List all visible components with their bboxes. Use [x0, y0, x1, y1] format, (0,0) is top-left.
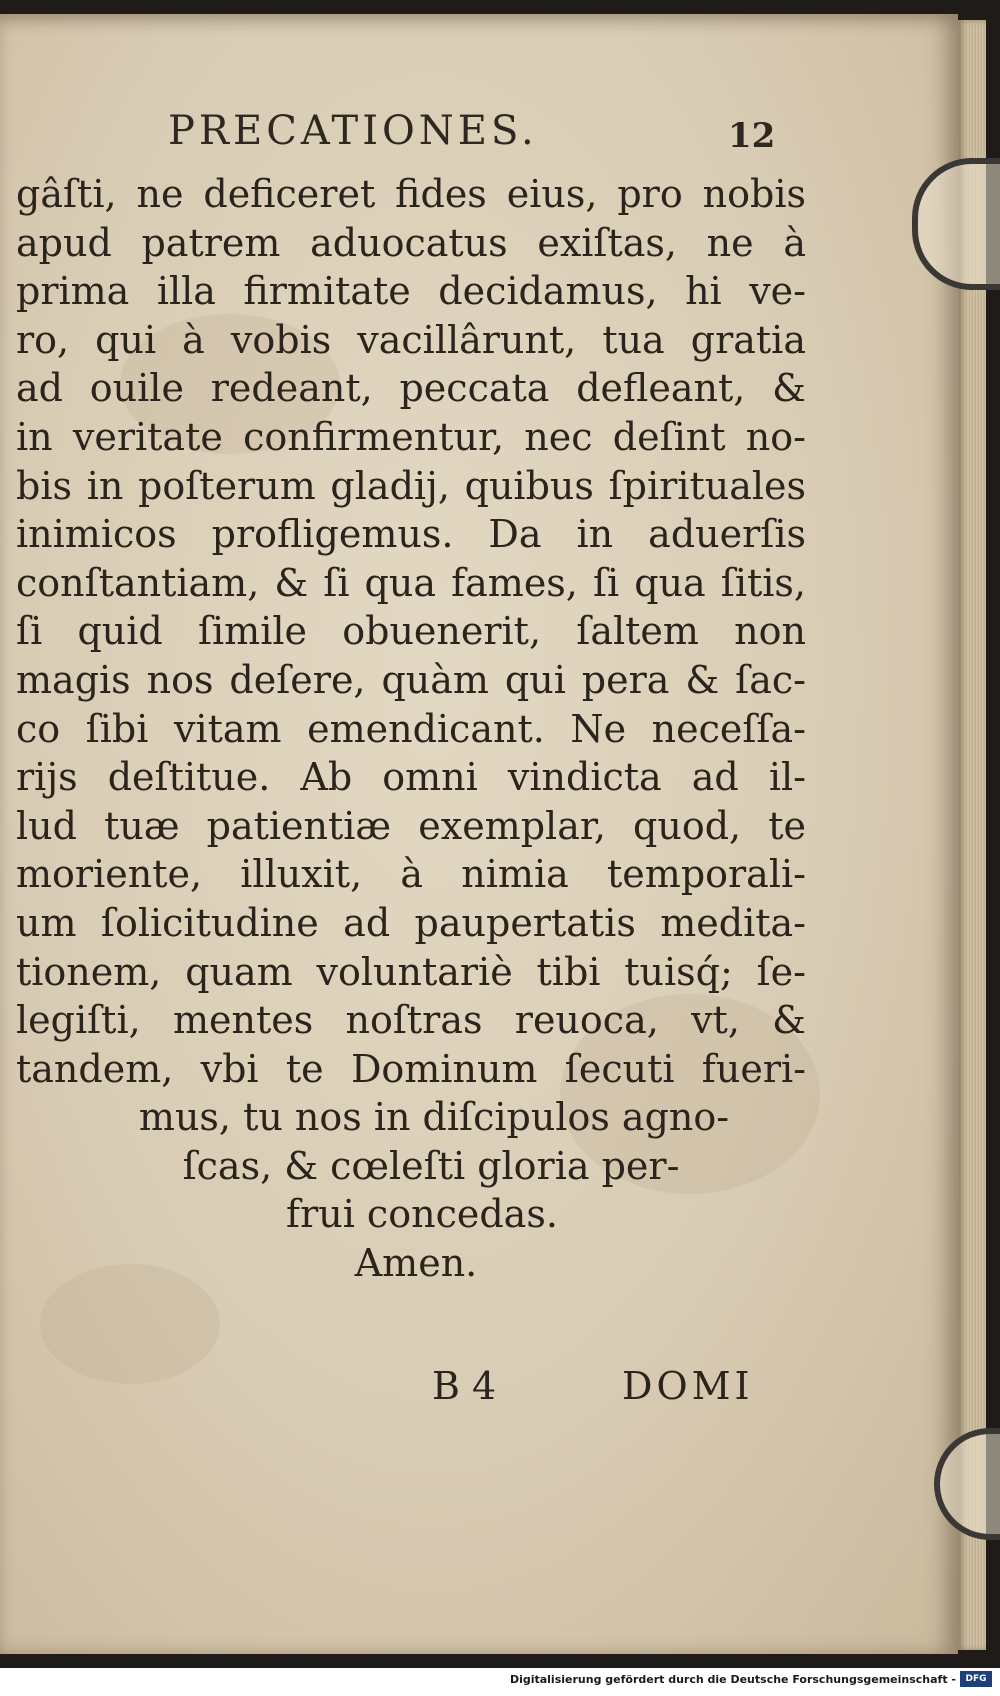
text-line: tionem, quam voluntariè tibi tuisq́; ſe- — [16, 949, 806, 994]
text-line: inimicos profligemus. Da in aduerſis — [16, 512, 806, 557]
closing-line: frui concedas. — [286, 1192, 558, 1237]
running-header: PRECATIONES. — [168, 108, 538, 154]
text-line: conſtantiam, & ſi qua fames, ſi qua ſitis, — [16, 560, 806, 605]
text-line: co ſibi vitam emendicant. Ne neceſſa- — [16, 706, 806, 751]
text-line: magis nos deſere, quàm qui pera & ſac- — [16, 657, 806, 702]
digitization-credit: Digitalisierung gefördert durch die Deutsche Forschungsgemeinschaft - — [509, 1673, 956, 1686]
dfg-logo: DFG — [960, 1671, 992, 1687]
text-line: gâſti, ne deficeret fides eius, pro nobis — [16, 172, 806, 216]
page-number: 12 — [728, 116, 776, 156]
text-line: rijs deſtitue. Ab omni vindicta ad il- — [16, 755, 806, 800]
text-line: legiſti, mentes noſtras reuoca, vt, & — [16, 998, 806, 1043]
text-line: lud tuæ patientiæ exemplar, quod, te — [16, 803, 806, 848]
text-line: ſi quid ſimile obuenerit, ſaltem non — [16, 609, 806, 654]
text-line: prima illa firmitate decidamus, hi ve- — [16, 269, 806, 314]
closing-line: ſcas, & cœleſti gloria per- — [182, 1143, 680, 1188]
text-line: in veritate confirmentur, nec deſint no- — [16, 414, 806, 459]
text-line: moriente, illuxit, à nimia temporali- — [16, 852, 806, 897]
signature-mark: B 4 — [432, 1364, 497, 1408]
text-line: ad ouile redeant, peccata defleant, & — [16, 366, 806, 411]
closing-line: Amen. — [354, 1241, 478, 1286]
text-line: um ſolicitudine ad paupertatis medita- — [16, 900, 806, 945]
text-line: apud patrem aduocatus exiſtas, ne à — [16, 220, 806, 265]
catchword: DOMI — [622, 1364, 754, 1408]
text-line: bis in poſterum gladij, quibus ſpirituales — [16, 463, 806, 508]
text-line: ro, qui à vobis vacillârunt, tua gratia — [16, 317, 806, 362]
closing-line: mus, tu nos in diſcipulos agno- — [138, 1095, 730, 1140]
body-text — [16, 170, 806, 1288]
text-line: tandem, vbi te Dominum ſecuti fueri- — [16, 1046, 806, 1091]
